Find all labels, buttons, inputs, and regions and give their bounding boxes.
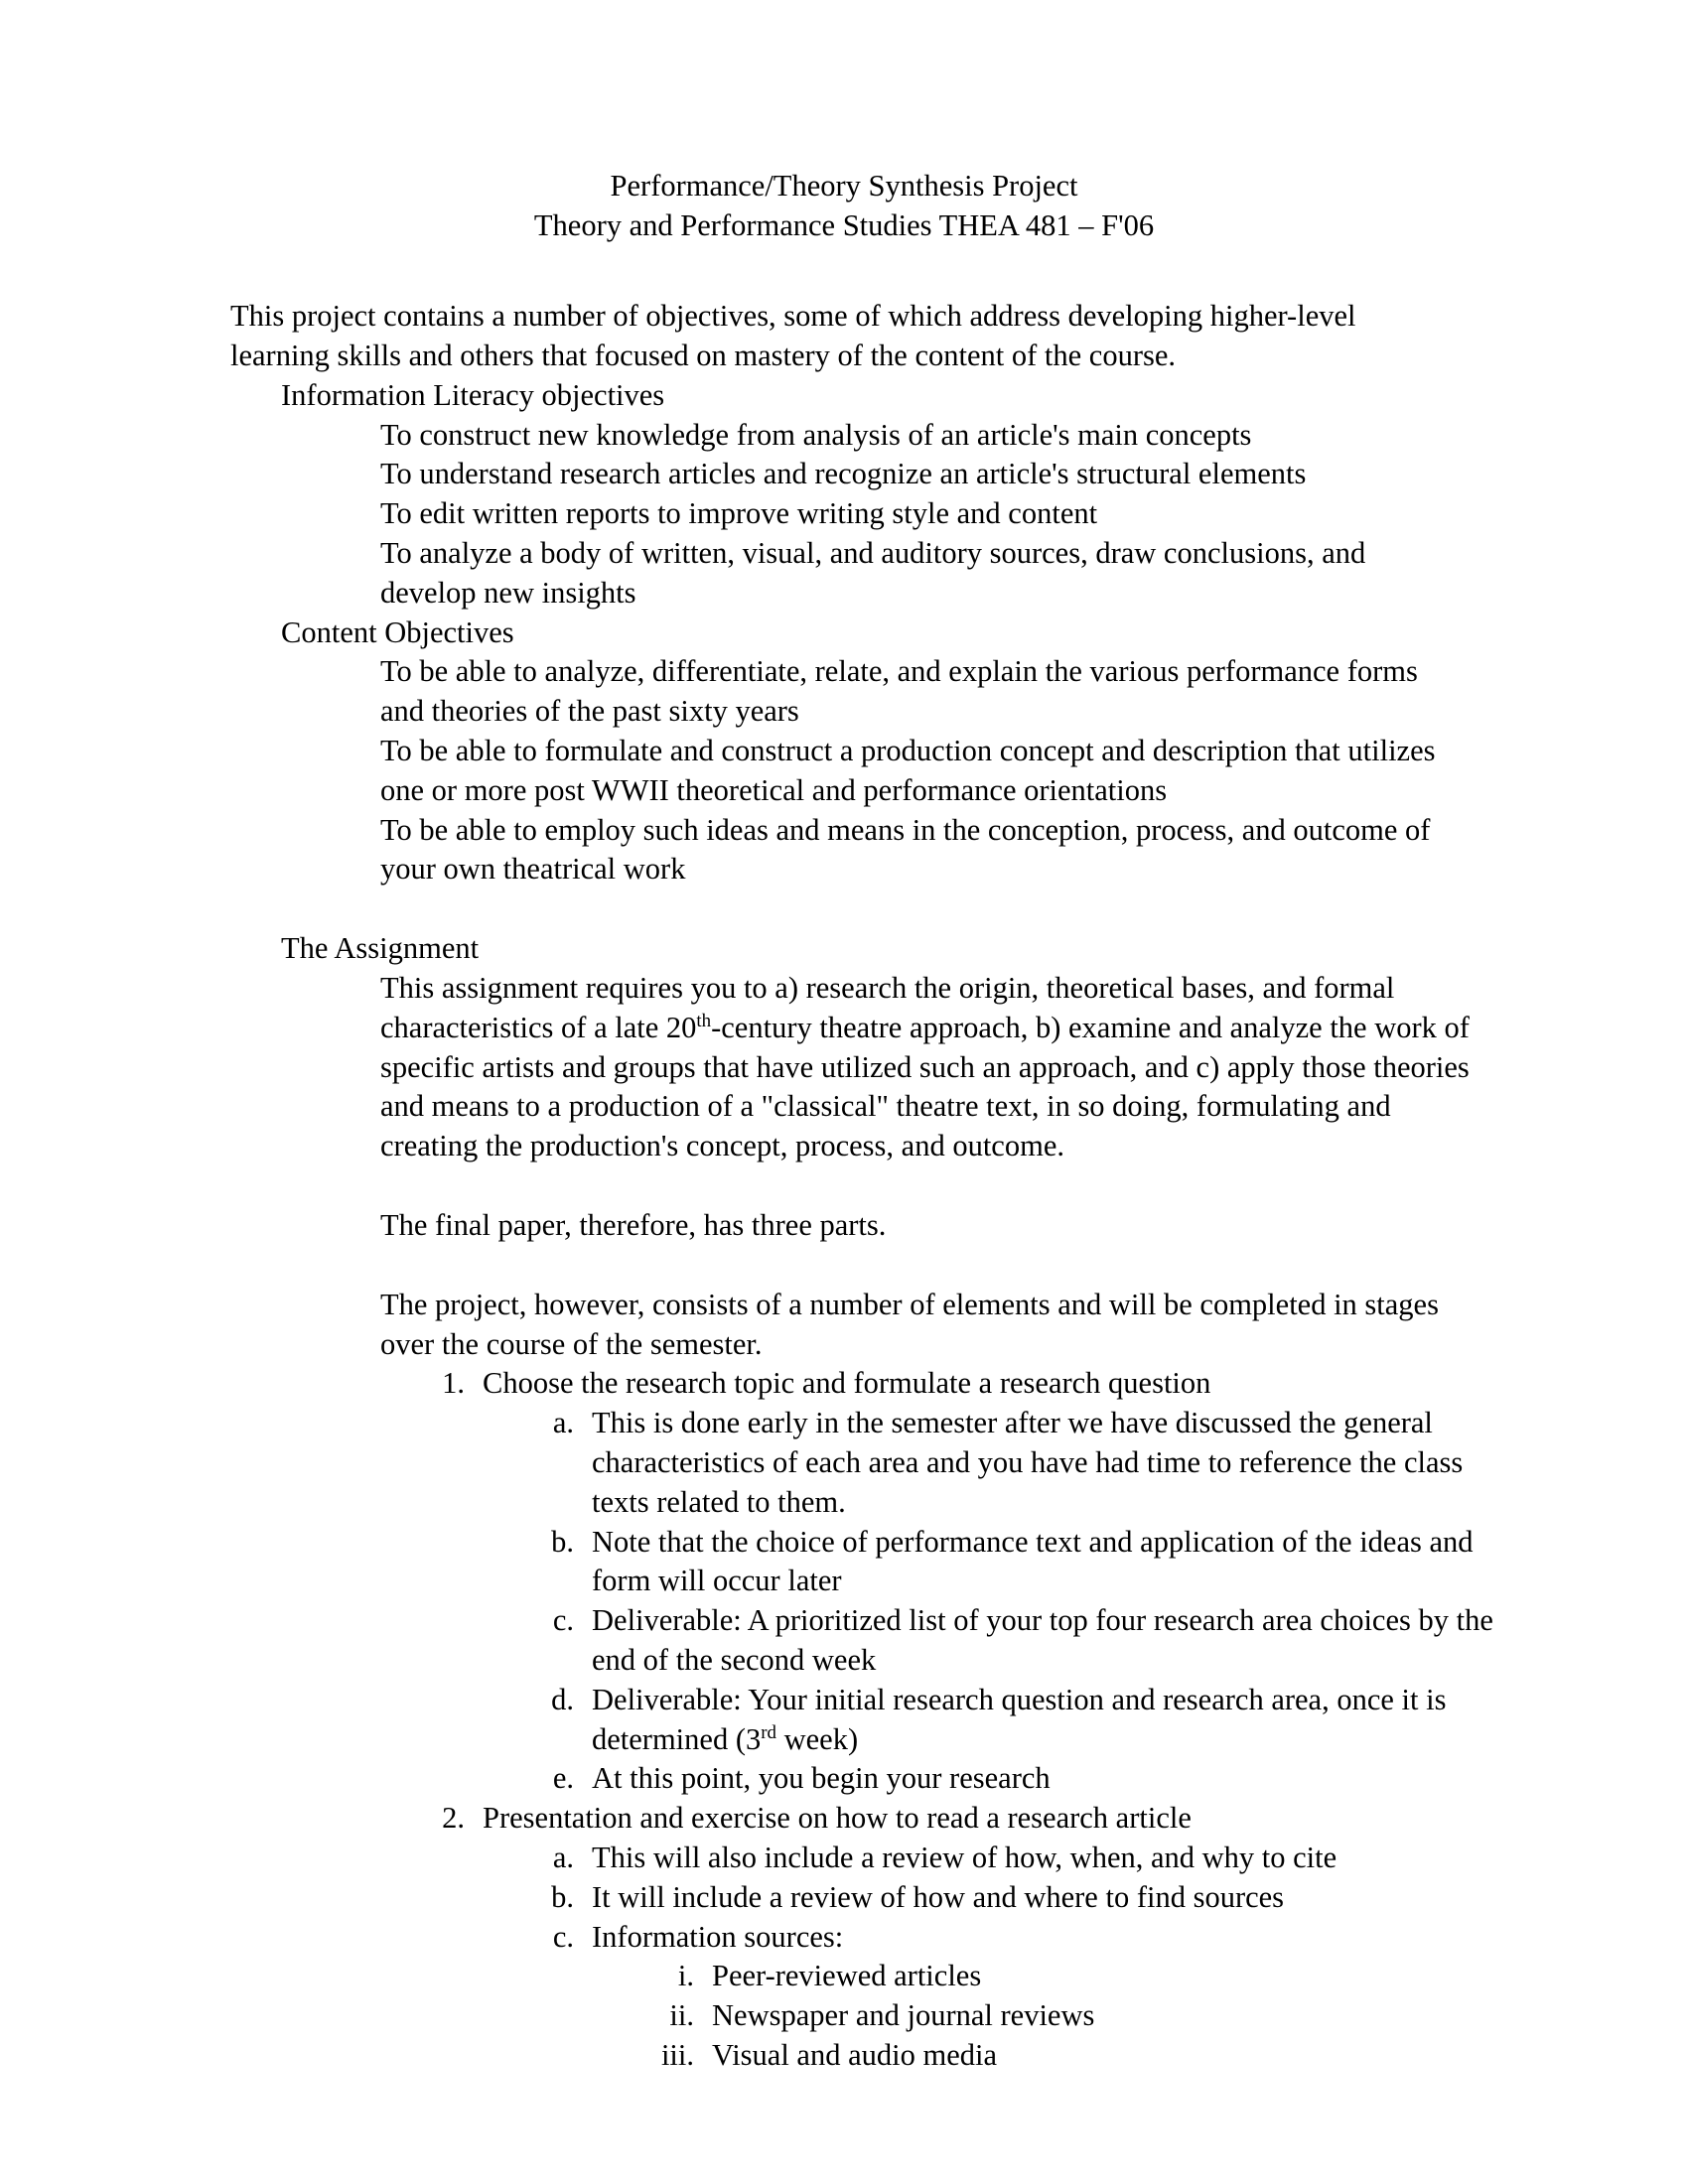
spacer [0, 1246, 1688, 1286]
list-item-text: Information sources: [592, 1919, 844, 1954]
list-marker: ii. [669, 1998, 694, 2033]
document-title-block [0, 167, 1688, 245]
intro-section [0, 297, 1688, 2075]
list-item-2 [417, 1799, 1489, 1839]
list-item-1 [417, 1364, 1489, 1404]
list-marker: iii. [660, 2037, 694, 2072]
list-item-1c [526, 1601, 1509, 1681]
spacer [0, 1166, 1688, 1206]
objective-item: To be able to formulate and construct a production concept and description that utilizes one or more post WWII theoretical and performance orientations [380, 734, 1436, 807]
list-item-text: Peer-reviewed articles [712, 1959, 982, 1993]
assignment-paragraph-3: The project, however, consists of a number of elements and will be completed in stages over the course of the semester. [380, 1287, 1439, 1361]
ordinal-superscript-rd: rd [761, 1721, 776, 1743]
list-marker: 1. [442, 1366, 465, 1401]
list-item-text: Note that the choice of performance text and application of the ideas and form will occur later [592, 1524, 1474, 1598]
list-marker: a. [552, 1406, 574, 1440]
objective-item: To analyze a body of written, visual, and auditory sources, draw conclusions, and develop new insights [380, 536, 1366, 610]
list-marker: i. [677, 1959, 694, 1993]
list-marker: 2. [442, 1801, 465, 1836]
spacer [0, 889, 1688, 929]
section-heading-content-objectives: Content Objectives [281, 614, 514, 649]
list-item-text-a: Deliverable: Your initial research question and research area, once it is determined (3 [592, 1682, 1447, 1756]
objective-item: To be able to analyze, differentiate, relate, and explain the various performance forms and theories of the past sixty years [380, 654, 1418, 729]
list-item-2c-i [640, 1957, 1514, 1996]
assignment-paragraph-1-text-b: -century theatre approach, b) examine and analyze the work of specific artists and groups that have utilized such an approach, and c) apply those theories and means to a production of a "classical" theatre text, in so doing, formulating and creating the production's concept, process, and outcome. [380, 1010, 1470, 1163]
section-heading-the-assignment: The Assignment [281, 931, 480, 966]
list-item-text-b: week) [775, 1721, 859, 1756]
list-item-1a [526, 1404, 1509, 1522]
ordinal-superscript-th: th [696, 1010, 712, 1031]
title-line-1: Performance/Theory Synthesis Project [610, 169, 1078, 203]
list-marker: b. [551, 1879, 574, 1914]
list-item-text: Visual and audio media [712, 2037, 997, 2072]
list-item-text: Choose the research topic and formulate a research question [483, 1366, 1211, 1401]
assignment-paragraph-1-text-a: This assignment requires you to a) research the origin, theoretical bases, and formal characteristics of a late 20 [380, 971, 1395, 1044]
list-item-2c [526, 1918, 1509, 1958]
objective-item: To edit written reports to improve writing style and content [380, 496, 1098, 531]
list-item-text: Newspaper and journal reviews [712, 1998, 1095, 2033]
list-marker: e. [552, 1761, 574, 1796]
list-item-2b [526, 1878, 1509, 1918]
list-item-text: Presentation and exercise on how to read a research article [483, 1801, 1192, 1836]
objective-item: To understand research articles and recognize an article's structural elements [380, 457, 1307, 491]
section-heading-information-literacy: Information Literacy objectives [281, 377, 665, 412]
list-item-2c-ii [640, 1996, 1514, 2036]
list-marker: a. [552, 1840, 574, 1874]
list-item-1b [526, 1523, 1509, 1602]
objective-item: To be able to employ such ideas and means in the conception, process, and outcome of your own theatrical work [380, 812, 1431, 887]
list-item-text: This is done early in the semester after we have discussed the general characteristics of each area and you have had time to reference the class texts related to them. [592, 1406, 1464, 1519]
list-item-text [592, 1681, 1509, 1760]
list-item-2c-iii [640, 2036, 1514, 2076]
list-marker: b. [551, 1524, 574, 1559]
list-item-text: This will also include a review of how, when, and why to cite [592, 1840, 1337, 1874]
title-line-2: Theory and Performance Studies THEA 481 – F'06 [533, 207, 1155, 242]
list-item-text: Deliverable: A prioritized list of your top four research area choices by the end of the second week [592, 1603, 1493, 1677]
list-item-text: At this point, you begin your research [592, 1761, 1051, 1796]
list-marker: d. [551, 1682, 574, 1716]
intro-paragraph: This project contains a number of objectives, some of which address developing higher-level learning skills and others that focused on mastery of the content of the course. [230, 299, 1356, 373]
assignment-paragraph-2: The final paper, therefore, has three parts. [380, 1208, 887, 1243]
list-marker: c. [552, 1603, 574, 1638]
objective-item: To construct new knowledge from analysis of an article's main concepts [380, 417, 1252, 452]
assignment-paragraph-1 [380, 969, 1477, 1166]
list-item-2a [526, 1839, 1509, 1878]
list-item-text: It will include a review of how and where to find sources [592, 1879, 1285, 1914]
list-item-1d [526, 1681, 1509, 1760]
list-item-1e [526, 1759, 1509, 1799]
list-marker: c. [552, 1919, 574, 1954]
